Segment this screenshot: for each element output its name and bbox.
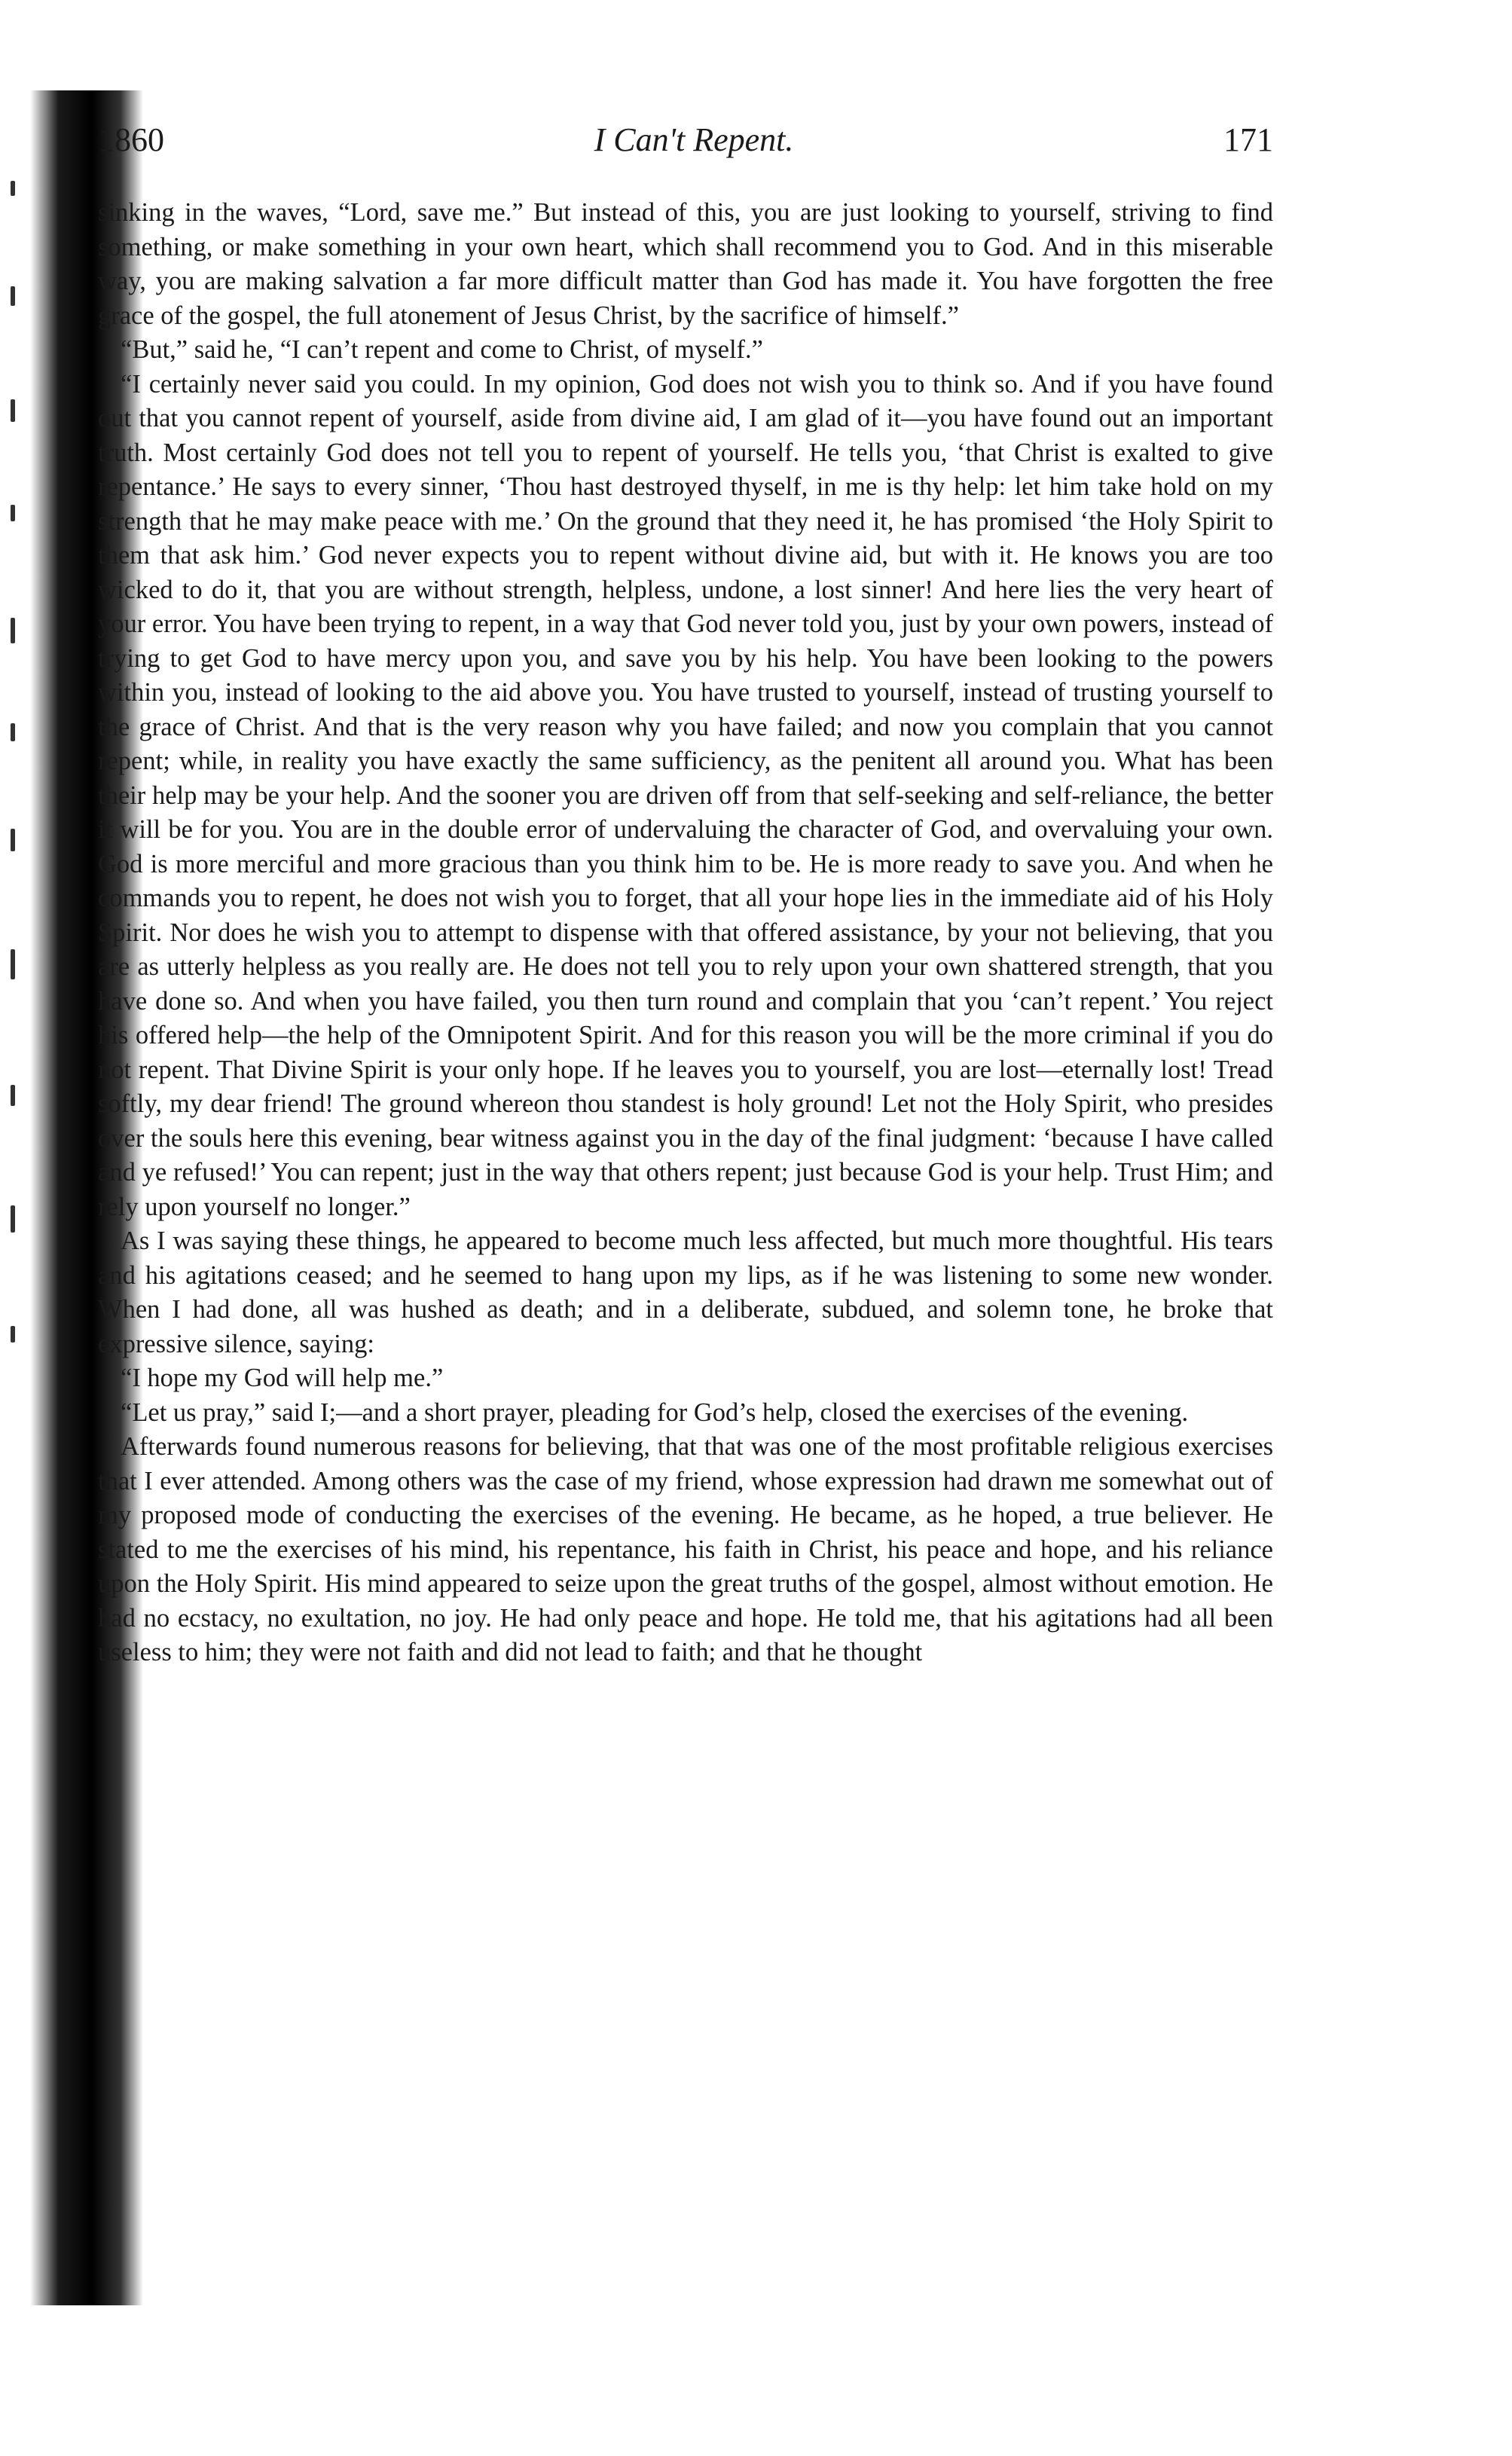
- paragraph-5: “I hope my God will help me.”: [121, 1364, 444, 1392]
- body-text: [98, 196, 1273, 1670]
- margin-scan-marks: [0, 151, 30, 1657]
- paragraph-6: “Let us pray,” said I;—and a short prayer, pleading for God’s help, closed the exercises of the evening.: [121, 1398, 1189, 1427]
- header-title: I Can't Repent.: [594, 121, 794, 158]
- paragraph-3: “I certainly never said you could. In my opinion, God does not wish you to think so. And if you have found out that you cannot repent of yourself, aside from divine aid, I am glad of it—you have found out an important truth. Most certainly God does not tell you to repent of yourself. He tells you, ‘that Christ is exalted to give repentance.’ He says to every sinner, ‘Thou hast destroyed thyself, in me is thy help: let him take hold on my strength that he may make peace with me.’ On the ground that they need it, he has promised ‘the Holy Spirit to them that ask him.’ God never expects you to repent without divine aid, but with it. He knows you are too wicked to do it, that you are without strength, helpless, undone, a lost sinner! And here lies the very heart of your error. You have been trying to repent, in a way that God never told you, just by your own powers, instead of trying to get God to have mercy upon you, and save you by his help. You have been looking to the powers within you, instead of looking to the aid above you. You have trusted to yourself, instead of trusting yourself to the grace of Christ. And that is the very reason why you have failed; and now you complain that you cannot repent; while, in reality you have exactly the same sufficiency, as the penitent all around you. What has been their help may be your help. And the sooner you are driven off from that self-seeking and self-reliance, the better it will be for you. You are in the double error of undervaluing the character of God, and overvaluing your own. God is more merciful and more gracious than you think him to be. He is more ready to save you. And when he commands you to repent, he does not wish you to forget, that all your hope lies in the immediate aid of his Holy Spirit. Nor does he wish you to attempt to dispense with that offered assistance, by your not believing, that you are as utterly helpless as you really are. He does not tell you to rely upon your own shattered strength, that you have done so. And when you have failed, you then turn round and complain that you ‘can’t repent.’ You reject his offered help—the help of the Omnipotent Spirit. And for this reason you will be the more criminal if you do not repent. That Divine Spirit is your only hope. If he leaves you to yourself, you are lost—eternally lost! Tread softly, my dear friend! The ground whereon thou standest is holy ground! Let not the Holy Spirit, who presides over the souls here this evening, bear witness against you in the day of the final judgment: ‘because I have called and ye refused!’ You can repent; just in the way that others repent; just because God is your help. Trust Him; and rely upon yourself no longer.”: [98, 369, 1273, 1221]
- paragraph-1: sinking in the waves, “Lord, save me.” But instead of this, you are just looking to yourself, striving to find something, or make something in your own heart, which shall recommend you to God. And in this miserable way, you are making salvation a far more difficult matter than God has made it. You have forgotten the free grace of the gospel, the full atonement of Jesus Christ, by the sacrifice of himself.”: [98, 198, 1273, 330]
- paragraph-2: “But,” said he, “I can’t repent and come to Christ, of myself.”: [121, 335, 763, 364]
- page-number: 171: [1223, 121, 1273, 158]
- paragraph-7: Afterwards found numerous reasons for believing, that that was one of the most profitable religious exercises that I ever attended. Among others was the case of my friend, whose expression had drawn me somewhat out of my proposed mode of conducting the exercises of the evening. He became, as he hoped, a true believer. He stated to me the exercises of his mind, his repentance, his faith in Christ, his peace and hope, and his reliance upon the Holy Spirit. His mind appeared to seize upon the great truths of the gospel, almost without emotion. He had no ecstacy, no exultation, no joy. He had only peace and hope. He told me, that his agitations had all been useless to him; they were not faith and did not lead to faith; and that he thought: [98, 1432, 1273, 1666]
- book-page: [98, 121, 1273, 1670]
- paragraph-4: As I was saying these things, he appeared to become much less affected, but much more thoughtful. His tears and his agitations ceased; and he seemed to hang upon my lips, as if he was listening to some new wonder. When I had done, all was hushed as death; and in a deliberate, subdued, and solemn tone, he broke that expressive silence, saying:: [98, 1226, 1273, 1358]
- running-header: [98, 121, 1273, 166]
- header-year: 1860: [98, 121, 164, 158]
